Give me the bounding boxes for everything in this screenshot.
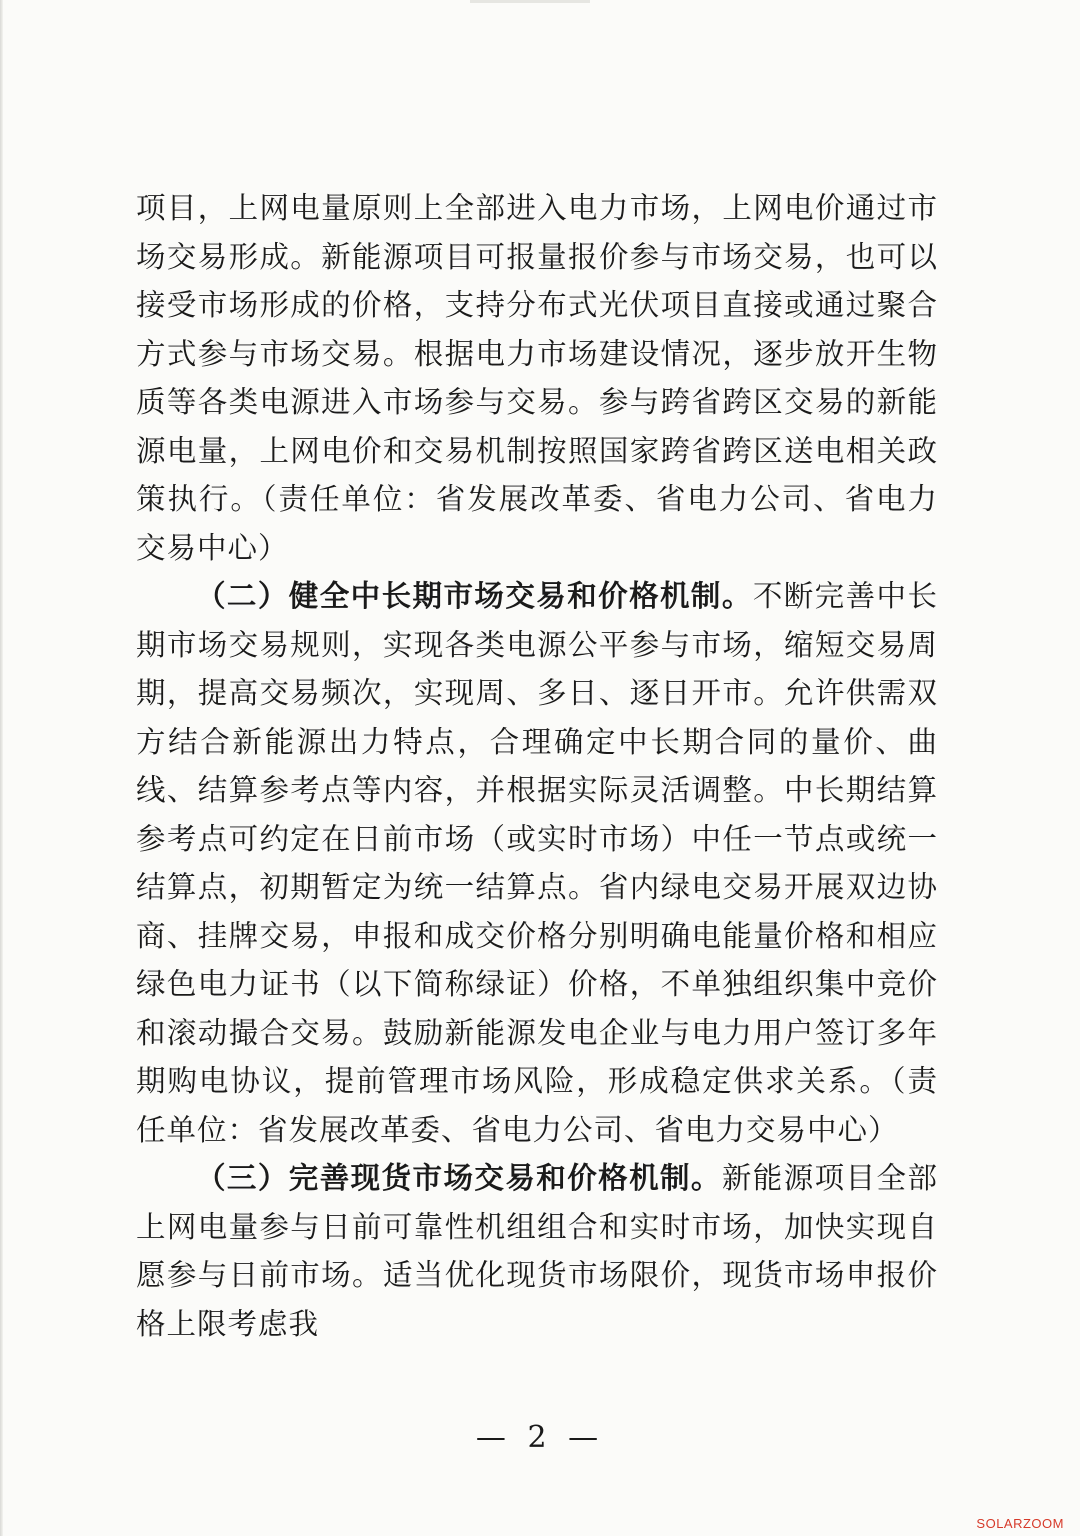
paragraph-1-text: 项目，上网电量原则上全部进入电力市场，上网电价通过市场交易形成。新能源项目可报量报价参与市场交易，也可以接受市场形成的价格，支持分布式光伏项目直接或通过聚合方式参与市场交易。根据电力市场建设情况，逐步放开生物质等各类电源进入市场参与交易。参与跨省跨区交易的新能源电量，上网电价和交易机制按照国家跨省跨区送电相关政策执行。（责任单位：省发展改革委、省电力公司、省电力交易中心） [136, 191, 938, 565]
page-number: — 2 — [475, 1420, 605, 1455]
paragraph-1 [136, 184, 938, 572]
paragraph-2 [136, 572, 938, 1154]
document-body [136, 184, 938, 1348]
paragraph-2-heading: （二）健全中长期市场交易和价格机制。 [196, 578, 753, 613]
paragraph-3-text: 新能源项目全部上网电量参与日前可靠性机组组合和实时市场，加快实现自愿参与日前市场。适当优化现货市场限价，现货市场申报价格上限考虑我 [136, 1161, 938, 1341]
paragraph-2-text: 不断完善中长期市场交易规则，实现各类电源公平参与市场，缩短交易周期，提高交易频次，实现周、多日、逐日开市。允许供需双方结合新能源出力特点，合理确定中长期合同的量价、曲线、结算参考点等内容，并根据实际灵活调整。中长期结算参考点可约定在日前市场（或实时市场）中任一节点或统一结算点，初期暂定为统一结算点。省内绿电交易开展双边协商、挂牌交易，申报和成交价格分别明确电能量价格和相应绿色电力证书（以下简称绿证）价格，不单独组织集中竞价和滚动撮合交易。鼓励新能源发电企业与电力用户签订多年期购电协议，提前管理市场风险，形成稳定供求关系。（责任单位：省发展改革委、省电力公司、省电力交易中心） [136, 579, 938, 1147]
paragraph-3-heading: （三）完善现货市场交易和价格机制。 [196, 1160, 722, 1195]
scan-top-mark [470, 0, 590, 3]
watermark: SOLARZOOM [976, 1516, 1064, 1531]
scan-edge [0, 0, 3, 1536]
paragraph-3 [136, 1154, 938, 1348]
